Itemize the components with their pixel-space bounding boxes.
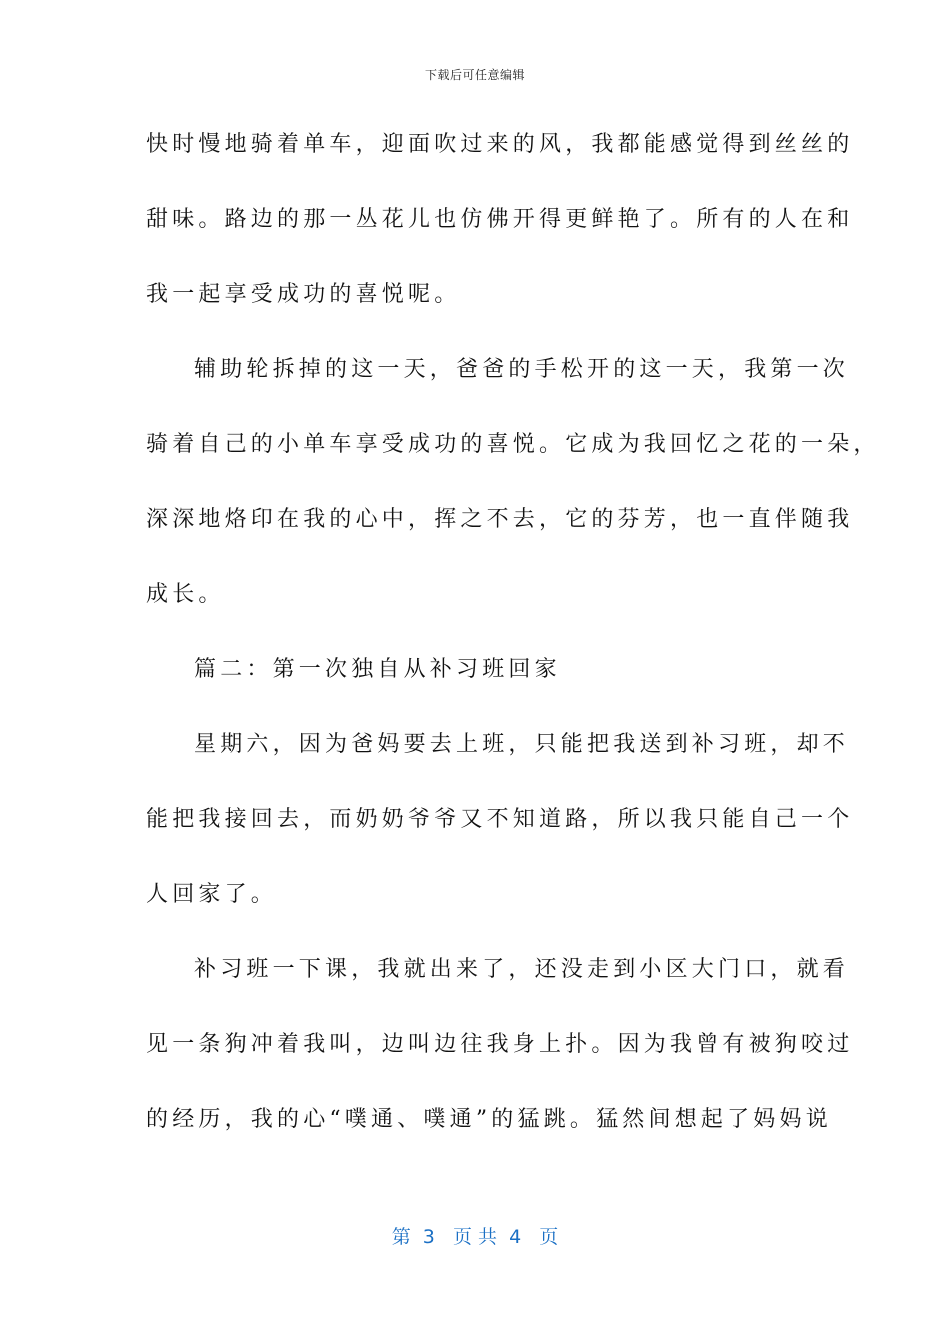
text-line: 见一条狗冲着我叫，边叫边往我身上扑。因为我曾有被狗咬过: [146, 1032, 854, 1057]
text-line: 补习班一下课，我就出来了，还没走到小区大门口，就看: [194, 957, 850, 982]
body-text: [146, 112, 880, 1162]
text-line: 甜味。路边的那一丛花儿也仿佛开得更鲜艳了。所有的人在和: [146, 207, 854, 232]
text-line: 深深地烙印在我的心中，挥之不去，它的芬芳，也一直伴随我: [146, 507, 854, 532]
text-line: 能把我接回去，而奶奶爷爷又不知道路，所以我只能自己一个: [146, 807, 854, 832]
text-line: 星期六，因为爸妈要去上班，只能把我送到补习班，却不: [194, 732, 850, 757]
text-line: 的经历，我的心“噗通、噗通”的猛跳。猛然间想起了妈妈说: [146, 1107, 832, 1132]
page-footer: 第 3 页 共 4 页: [391, 1226, 559, 1248]
text-line: 人回家了。: [146, 882, 278, 907]
section-heading: 篇二：第一次独自从补习班回家: [194, 657, 561, 682]
page-header: 下载后可任意编辑: [424, 68, 525, 82]
text-line: 骑着自己的小单车享受成功的喜悦。它成为我回忆之花的一朵，: [146, 432, 880, 457]
text-line: 成长。: [146, 582, 225, 607]
text-line: 我一起享受成功的喜悦呢。: [146, 282, 461, 307]
text-line: 辅助轮拆掉的这一天，爸爸的手松开的这一天，我第一次: [194, 357, 850, 382]
text-line: 快时慢地骑着单车，迎面吹过来的风，我都能感觉得到丝丝的: [146, 132, 854, 157]
